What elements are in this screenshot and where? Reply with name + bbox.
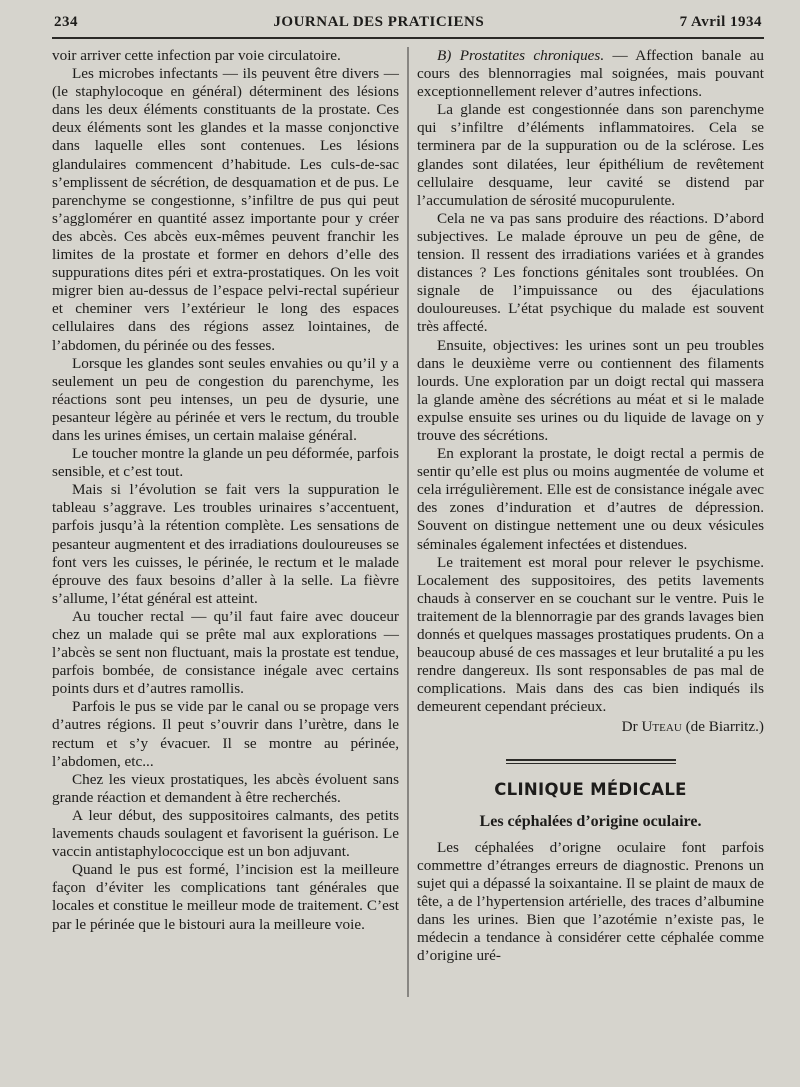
left-paragraph: Mais si l’évolution se fait vers la suppuration le tableau s’aggrave. Les troubles urinaires s’accentuent, parfois jusqu’à la rétention complète. Les sensations de pesanteur augmentent et des irradiations douloureuses se font vers les cuisses, le périnée, le rectum et le malade éprouve des faux besoins d’aller à la selle. La fièvre s’allume, l’état général est atteint.: [52, 481, 399, 607]
issue-date: 7 Avril 1934: [679, 14, 762, 30]
author-location: (de Biarritz.): [681, 718, 764, 736]
right-paragraph: Ensuite, objectives: les urines sont un peu troubles dans le deuxième verre ou contiennent des filaments lourds. Une exploration par un doigt rectal qui massera la glande amène des sécrétions au méat et si le malade expulse ensuite ses urines ou du liquide de lavage on y trouve des sécrétions.: [417, 336, 764, 444]
right-paragraph: Cela ne va pas sans produire des réactions. D’abord subjectives. Le malade éprouve un peu de gêne, de tension. Il ressent des irradiations variées et à grandes distances ? Les fonctions génitales sont troublées. On signale de l’impuissance ou des éjaculations douloureuses. L’état psychique du malade est souvent très affecté.: [417, 209, 764, 336]
left-paragraph: Les microbes infectants — ils peuvent être divers — (le staphylocoque en général) déterminent des lésions dans les deux éléments constituants de la prostate. Ces deux éléments sont les glandes et la masse conjonctive dans laquelle elles sont contenues. Les lésions glandulaires commencent d’habitude. Les culs-de-sac s’emplissent de sécrétion, de desquamation et de pus. Le parenchyme se congestionne, s’infiltre de pus qui peut s’agglomérer en quantité assez importante pour y créer des abcès. Ces abcès eux-mêmes peuvent franchir les limites de la prostate et former en dehors d’elle des suppurations dites péri et extra-prostatiques. On les voit migrer bien au-dessus de l’espace pelvi-rectal supérieur et cheminer vers l’extérieur le long des espaces cellulaires dans des régions assez lointaines, de l’abdomen, du périnée ou des fesses.: [52, 65, 399, 354]
article-title: Les céphalées d’origine oculaire.: [479, 812, 702, 830]
journal-title: JOURNAL DES PRATICIENS: [273, 14, 485, 30]
left-paragraph: Chez les vieux prostatiques, les abcès évoluent sans grande réaction et demandent à être recherchés.: [52, 770, 399, 806]
separator-rule-thin: [506, 763, 676, 764]
right-paragraph: Le traitement est moral pour relever le psychisme. Localement des suppositoires, des petits lavements chauds à conserver en se couchant sur le ventre. Puis le traitement de la blennorragie par des grands lavages bien donnés et quelques massages prostatiques prudents. On a beaucoup abusé de ces massages et leur brutalité a pu les rendre dangereux. Ils sont responsables de pas mal de complications. Mais dans des cas bien indiqués ils demeurent cependant précieux.: [417, 553, 764, 716]
two-column-body: [52, 47, 764, 965]
left-paragraph: Le toucher montre la glande un peu déformée, parfois sensible, et c’est tout.: [52, 445, 399, 481]
section-separator: [417, 759, 764, 764]
subsection-heading: B) Prostatites chroniques.: [437, 47, 605, 64]
left-paragraph: Lorsque les glandes sont seules envahies ou qu’il y a seulement un peu de congestion du parenchyme, les réactions sont peu intenses, un peu de dysurie, une pesanteur légère au périnée et vers le rectum, du trouble dans les urines émises, un certain malaise général.: [52, 354, 399, 444]
left-paragraph: Au toucher rectal — qu’il faut faire avec douceur chez un malade qui se prête mal aux explorations — l’abcès se sent non fluctuant, mais la prostate est tendue, parfois bombée, de consistance inégale avec certains points durs et d’autres ramollis.: [52, 607, 399, 698]
right-paragraph: En explorant la prostate, le doigt rectal a permis de sentir qu’elle est plus ou moins augmentée de volume et cela irrégulièrement. Elle est de consistance inégale avec des zones d’induration et d’autres de dépression. Souvent on distingue nettement une ou deux vésicules séminales également infectées et distendues.: [417, 445, 764, 553]
section-title: CLINIQUE MÉDICALE: [494, 779, 687, 799]
separator-rule: [506, 759, 676, 761]
left-paragraph: Quand le pus est formé, l’incision est la meilleure façon d’éviter les complications tant générales que locales et constitue le meilleur mode de traitement. C’est par le périnée que le bistouri aura la meilleure voie.: [52, 861, 399, 933]
right-column: [417, 47, 764, 965]
signature-prefix: Dr: [621, 718, 642, 736]
subsection-intro: — Affection banale au cours des blennorragies mal soignées, mais pouvant exceptionnellement relever d’autres infections.: [417, 47, 765, 101]
left-paragraph: A leur début, des suppositoires calmants, des petits lavements chauds soulagent et favorisent la guérison. Le vaccin antistaphylococcique est un bon adjuvant.: [52, 806, 399, 861]
left-paragraph: voir arriver cette infection par voie circulatoire.: [52, 47, 341, 64]
prostatites-chroniques-paragraph: [417, 47, 764, 101]
page-header: [52, 14, 764, 39]
left-paragraph: Parfois le pus se vide par le canal ou se propage vers d’autres régions. Il peut s’ouvrir dans l’urètre, dans le rectum et s’y évacuer. Il se montre au périnée, l’abdomen, etc...: [52, 698, 399, 770]
page-number: 234: [54, 14, 78, 30]
author-signature: [417, 718, 764, 736]
author-name: Uteau: [641, 718, 682, 736]
left-column: [52, 47, 399, 965]
article-paragraph: Les céphalées d’origne oculaire font parfois commettre d’étranges erreurs de diagnostic. Prenons un sujet qui a dépassé la soixantaine. Il se plaint de maux de tête, a de l’hypertension artérielle, des traces d’albumine dans les urines. Bien que l’azotémie n’existe pas, le médecin a tendance à considérer cette céphalée comme d’origine uré-: [417, 838, 764, 965]
right-paragraph: La glande est congestionnée dans son parenchyme qui s’infiltre d’éléments inflammatoires. Cela se terminera par de la suppuration ou de la sclérose. Les glandes sont dilatées, leur épithélium de revêtement cellulaire desquame, leur cavité se distend par l’accumulation de sérosité mucopurulente.: [417, 101, 764, 209]
column-divider: [408, 47, 409, 997]
